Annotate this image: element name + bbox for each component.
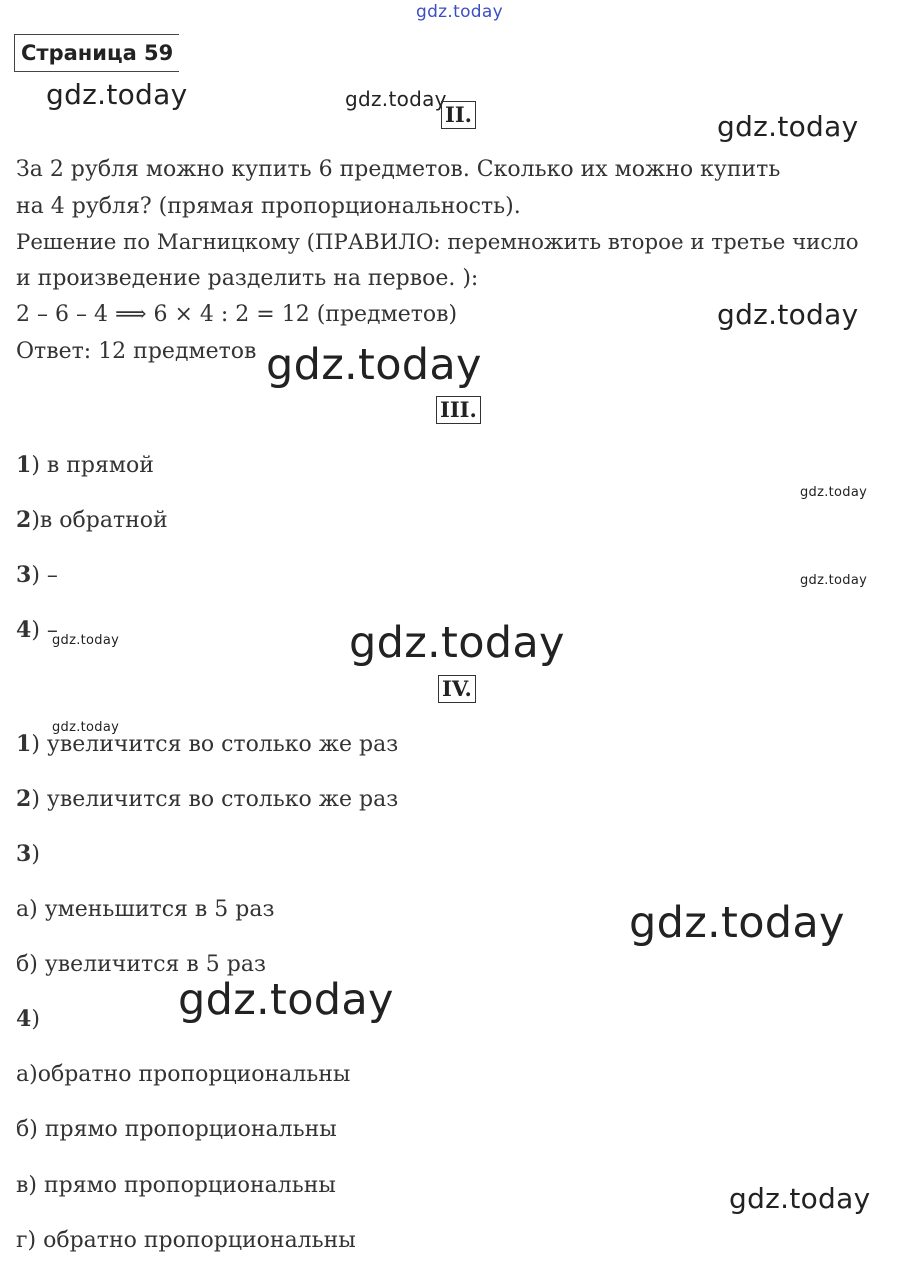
watermark: gdz.today <box>717 110 859 143</box>
list-item: а) уменьшится в 5 раз <box>16 897 275 922</box>
list-item: б) увеличится в 5 раз <box>16 952 266 977</box>
watermark: gdz.today <box>345 87 447 111</box>
list-item: а)обратно пропорциональны <box>16 1062 351 1087</box>
list-item: 4) – <box>16 617 58 643</box>
section-4-label: IV. <box>438 675 476 703</box>
problem-line: на 4 рубля? (прямая пропорциональность). <box>16 194 521 219</box>
watermark: gdz.today <box>52 720 120 735</box>
solution-line: 2 – 6 – 4 ⟹ 6 × 4 : 2 = 12 (предметов) <box>16 302 458 327</box>
page-label: Страница 59 <box>14 34 179 72</box>
list-item: 2) увеличится во столько же раз <box>16 786 399 812</box>
watermark: gdz.today <box>266 340 482 390</box>
problem-line: За 2 рубля можно купить 6 предметов. Сколько их можно купить <box>16 157 781 182</box>
list-item: 4) <box>16 1006 40 1032</box>
watermark: gdz.today <box>629 898 845 948</box>
watermark-top-link[interactable]: gdz.today <box>416 2 503 22</box>
section-3-label: III. <box>436 396 481 424</box>
list-item: 2)в обратной <box>16 507 168 533</box>
watermark: gdz.today <box>46 78 188 111</box>
watermark: gdz.today <box>349 618 565 668</box>
list-item: б) прямо пропорциональны <box>16 1117 337 1142</box>
list-item: 3) – <box>16 562 58 588</box>
section-2-label: II. <box>441 101 476 129</box>
list-item: в) прямо пропорциональны <box>16 1173 336 1198</box>
watermark: gdz.today <box>729 1182 871 1215</box>
watermark: gdz.today <box>52 633 120 648</box>
watermark: gdz.today <box>800 573 868 588</box>
list-item: 1) увеличится во столько же раз <box>16 731 399 757</box>
list-item: 1) в прямой <box>16 452 154 478</box>
answer-line: Ответ: 12 предметов <box>16 339 257 364</box>
list-item: г) обратно пропорциональны <box>16 1228 356 1253</box>
watermark: gdz.today <box>800 485 868 500</box>
list-item: 3) <box>16 841 40 867</box>
problem-line: Решение по Магницкому (ПРАВИЛО: перемножить второе и третье число <box>16 230 859 255</box>
watermark: gdz.today <box>178 975 394 1025</box>
watermark: gdz.today <box>717 298 859 331</box>
problem-line: и произведение разделить на первое. ): <box>16 266 479 291</box>
